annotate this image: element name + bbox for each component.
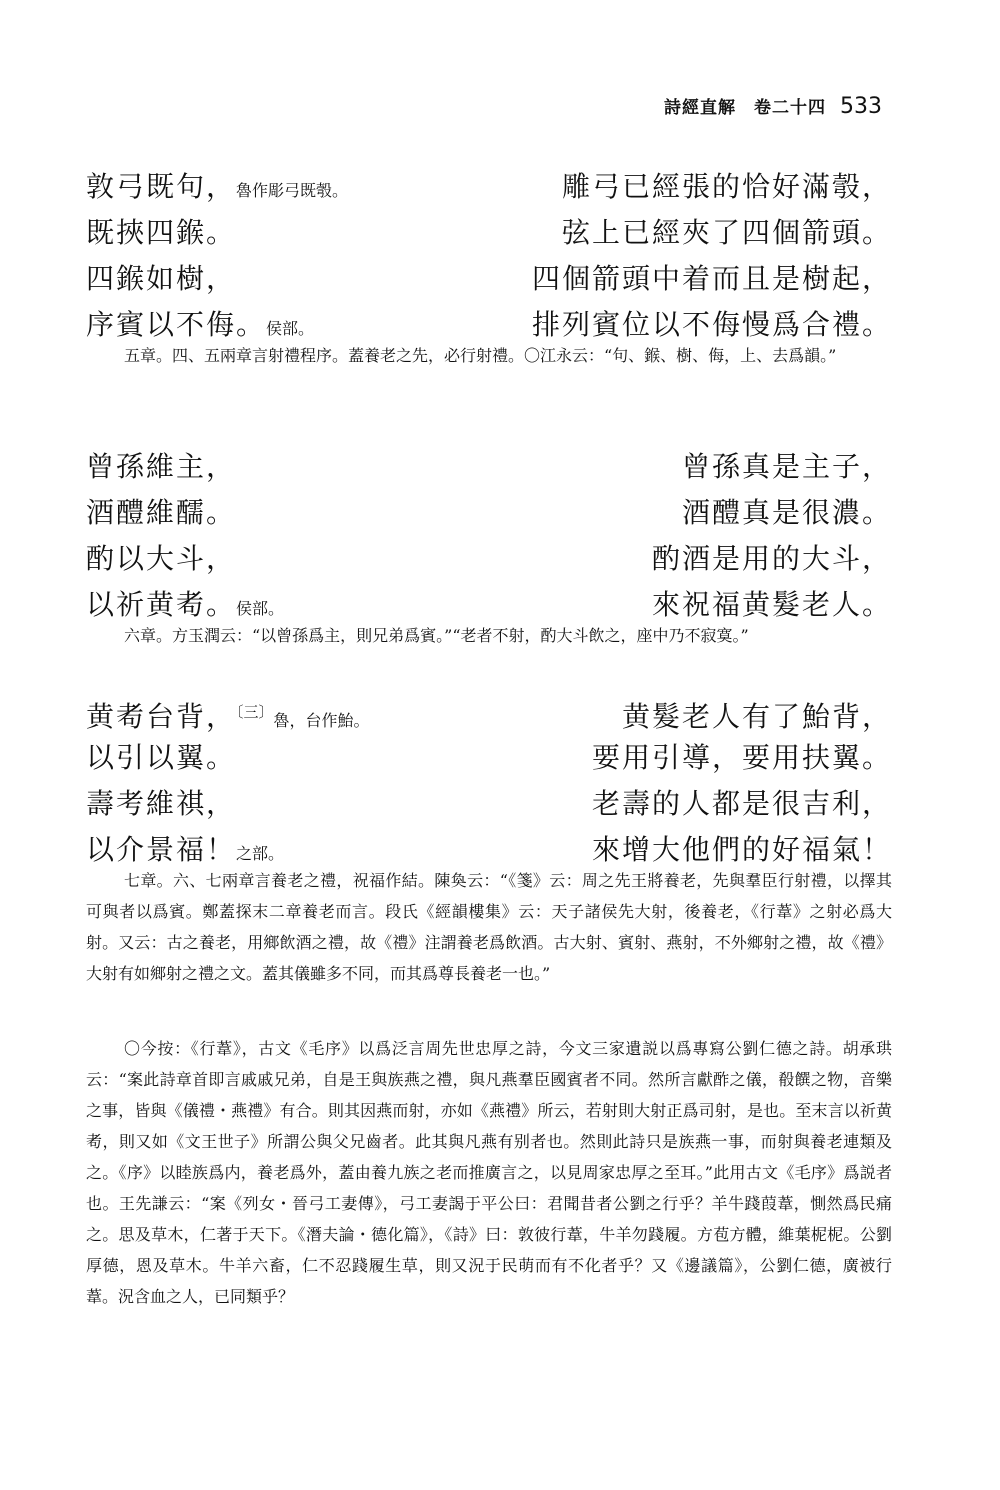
original-text: 壽考維祺， bbox=[86, 787, 237, 820]
translation-text: 四個箭頭中着而且是樹起， bbox=[531, 262, 892, 295]
translation-text: 來祝福黄髮老人。 bbox=[651, 588, 892, 621]
variant-note: 侯部。 bbox=[266, 319, 315, 338]
translation-text: 酌酒是用的大斗， bbox=[651, 542, 892, 575]
running-header bbox=[664, 93, 882, 119]
original-text: 以引以翼。 bbox=[86, 741, 237, 774]
verse-line bbox=[86, 490, 892, 536]
translation-text: 雕弓已經張的恰好滿彀， bbox=[561, 170, 892, 203]
verse-line bbox=[86, 536, 892, 582]
stanza-7 bbox=[86, 689, 892, 873]
original-text: 既挾四鍭。 bbox=[86, 216, 237, 249]
original-text: 四鍭如樹， bbox=[86, 262, 237, 295]
original-text: 敦弓既句， bbox=[86, 170, 237, 203]
stanza-5 bbox=[86, 164, 892, 348]
verse-line bbox=[86, 689, 892, 735]
stanza-6 bbox=[86, 444, 892, 628]
footnote-marker: 〔三〕 bbox=[236, 703, 274, 721]
commentary-text: 五章。四、五兩章言射禮程序。蓋養老之先，必行射禮。〇江永云：“句、鍭、樹、侮，上、去爲韻。” bbox=[124, 346, 837, 365]
variant-note: 魯，台作鮐。 bbox=[273, 711, 370, 730]
page-number: 533 bbox=[840, 94, 882, 119]
translation-text: 要用引導，要用扶翼。 bbox=[591, 741, 892, 774]
translation-text: 排列賓位以不侮慢爲合禮。 bbox=[531, 308, 892, 341]
verse-line bbox=[86, 781, 892, 827]
verse-line bbox=[86, 444, 892, 490]
translation-text: 來增大他們的好福氣！ bbox=[591, 833, 892, 866]
verse-line bbox=[86, 256, 892, 302]
commentary-7 bbox=[86, 865, 892, 989]
variant-note: 侯部。 bbox=[236, 599, 285, 618]
translation-text: 黄髮老人有了鮐背， bbox=[621, 700, 892, 733]
original-text: 黄耇台背， bbox=[86, 700, 237, 733]
original-text: 以祈黄耇。 bbox=[86, 588, 237, 621]
verse-line bbox=[86, 164, 892, 210]
translation-text: 曾孫真是主子， bbox=[681, 450, 892, 483]
commentary-text: 六章。方玉潤云：“以曾孫爲主，則兄弟爲賓。”“老者不射，酌大斗飲之，座中乃不寂寞。” bbox=[124, 626, 749, 645]
verse-line bbox=[86, 210, 892, 256]
original-text: 曾孫維主， bbox=[86, 450, 237, 483]
variant-note: 之部。 bbox=[236, 844, 285, 863]
original-text: 酒醴維醹。 bbox=[86, 496, 237, 529]
original-text: 序賓以不侮。 bbox=[86, 308, 267, 341]
header-title: 詩經直解 卷二十四 bbox=[664, 98, 826, 118]
commentary-text: 七章。六、七兩章言養老之禮，祝福作結。陳奐云：“《箋》云：周之先王將養老，先與羣臣行射禮，以擇其可與者以爲賓。鄭蓋探末二章養老而言。段氏《經韻樓集》云：天子諸侯先大射，後養老，《行葦》之射必爲大射。又云：古之養老，用鄉飲酒之禮，故《禮》注謂養老爲飲酒。古大射、賓射、燕射，不外鄉射之禮，故《禮》大射有如鄉射之禮之文。蓋其儀雖多不同，而其爲尊長養老一也。” bbox=[86, 871, 892, 983]
translation-text: 弦上已經夾了四個箭頭。 bbox=[561, 216, 892, 249]
final-note-text: 〇今按：《行葦》，古文《毛序》以爲泛言周先世忠厚之詩，今文三家遺説以爲專寫公劉仁德之詩。胡承珙云：“案此詩章首即言戚戚兄弟，自是王與族燕之禮，與凡燕羣臣國賓者不同。然所言獻酢之儀，殽饌之物，音樂之事，皆與《儀禮・燕禮》有合。則其因燕而射，亦如《燕禮》所云，若射則大射正爲司射，是也。至末言以祈黄耇，則又如《文王世子》所謂公與父兄齒者。此其與凡燕有别者也。然則此詩只是族燕一事，而射與養老連類及之。《序》以睦族爲内，養老爲外，蓋由養九族之老而推廣言之，以見周家忠厚之至耳。”此用古文《毛序》爲説者也。王先謙云：“案《列女・晉弓工妻傳》，弓工妻謁于平公曰：君聞昔者公劉之行乎？羊牛踐葭葦，惻然爲民痛之。思及草木，仁著于天下。《潛夫論・德化篇》，《詩》曰：敦彼行葦，牛羊勿踐履。方苞方體，維葉柅柅。公劉厚德，恩及草木。牛羊六畜，仁不忍踐履生草，則又況于民萌而有不化者乎？又《邊議篇》，公劉仁德，廣被行葦。況含血之人，已同類乎？ bbox=[86, 1039, 892, 1306]
final-note bbox=[86, 1033, 892, 1312]
commentary-6 bbox=[86, 620, 892, 651]
commentary-5 bbox=[86, 340, 892, 371]
verse-line bbox=[86, 735, 892, 781]
translation-text: 老壽的人都是很吉利， bbox=[591, 787, 892, 820]
variant-note: 魯作彫弓既彀。 bbox=[236, 181, 349, 200]
translation-text: 酒醴真是很濃。 bbox=[681, 496, 892, 529]
original-text: 以介景福！ bbox=[86, 833, 237, 866]
original-text: 酌以大斗， bbox=[86, 542, 237, 575]
